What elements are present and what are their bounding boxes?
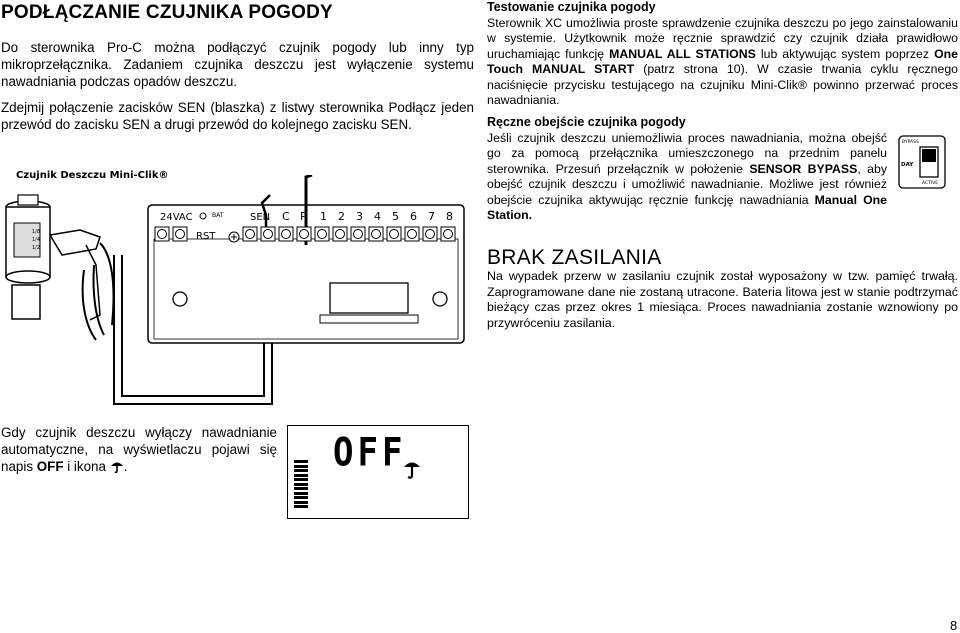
- test-section: [487, 0, 958, 109]
- sensor-caption: Czujnik Deszczu Mini-Clik®: [16, 170, 169, 181]
- bottom-note-text: i ikona: [63, 459, 106, 474]
- umbrella-icon: [110, 459, 124, 473]
- bypass-text: , aby obejść czujnik deszczu i umożliwić nawadnianie. Możliwe jest również obejście czujnika aktywując ręcznie funkcję nawadniania: [487, 161, 887, 207]
- sensor-scale-label: 1/4: [32, 237, 41, 243]
- lcd-bar-segment: [294, 487, 308, 490]
- terminal-screw-head: [282, 230, 291, 239]
- terminal-screw-head: [158, 230, 167, 239]
- power-paragraph: Na wypadek przerw w zasilaniu czujnik został wyposażony w tzw. pamięć trwałą. Zaprogramowane dane nie zostaną utracone. Bateria litowa jest w stanie podtrzymać bieżący czas przez okres 1 miesiąca. Proces nawadniania zostanie wznowiony po przywróceniu zasilania.: [487, 269, 958, 330]
- terminal-screw-head: [408, 230, 417, 239]
- test-text: Sterownik XC umożliwia proste sprawdzenie czujnika deszczu po jego zainstalowaniu w systemie. Użytkownik może ręcznie sprawdzić czy czujnik działa prawidłowo uruchamiając funkcję: [487, 15, 958, 61]
- bypass-switch-icon: [898, 135, 946, 189]
- terminal-screw-head: [372, 230, 381, 239]
- wiring-illustration: [0, 175, 480, 415]
- terminal-label: 6: [410, 210, 417, 223]
- steps-paragraph: Zdejmij połączenie zacisków SEN (blaszka) z listwy sterownika Podłącz jeden przewód do zacisku SEN a drugi przewód do kolejnego zacisku SEN.: [1, 100, 474, 132]
- terminal-screw-head: [176, 230, 185, 239]
- lcd-bar-segment: [294, 505, 308, 508]
- terminal-screw-head: [318, 230, 327, 239]
- switch-label: BYPASS: [902, 140, 919, 145]
- bypass-section: [487, 115, 887, 224]
- lcd-display: [287, 425, 469, 519]
- terminal-label: 1: [320, 210, 327, 223]
- lcd-bar-graph: [294, 460, 308, 510]
- bottom-note-text: Gdy czujnik deszczu wyłączy nawadnianie automatyczne, na wyświetlaczu pojawi się napis: [1, 425, 277, 474]
- terminal-label: 7: [428, 210, 435, 223]
- lcd-bar-segment: [294, 496, 308, 499]
- terminal-label: 3: [356, 210, 363, 223]
- bypass-title: Ręczne obejście czujnika pogody: [487, 115, 686, 129]
- test-paragraph: [487, 16, 958, 109]
- off-label: OFF: [36, 459, 64, 474]
- terminal-label: BAT: [212, 212, 224, 219]
- test-bold: One Touch MANUAL START: [487, 46, 958, 76]
- terminal-screw-head: [264, 230, 273, 239]
- lcd-bar-segment: [294, 465, 308, 468]
- page-title: PODŁĄCZANIE CZUJNIKA POGODY: [1, 2, 333, 23]
- lcd-bar-segment: [294, 469, 308, 472]
- terminal-screw-head: [246, 230, 255, 239]
- controller-terminal-illustration: [148, 175, 464, 343]
- terminal-screw-head: [354, 230, 363, 239]
- switch-label: DAY: [901, 162, 914, 168]
- terminal-screw-head: [390, 230, 399, 239]
- rain-sensor-illustration: [6, 195, 114, 340]
- terminal-screw-head: [300, 230, 309, 239]
- test-text: lub aktywując system poprzez: [755, 46, 935, 61]
- terminal-screw-head: [444, 230, 453, 239]
- bypass-bold: Manual One Station.: [487, 192, 887, 222]
- terminal-label: P: [300, 210, 307, 223]
- lcd-bar-segment: [294, 492, 308, 495]
- bypass-paragraph: [487, 131, 887, 224]
- terminal-label: 4: [374, 210, 381, 223]
- test-title: Testowanie czujnika pogody: [487, 0, 656, 14]
- sensor-scale-label: 1/8: [32, 229, 41, 235]
- umbrella-icon: [403, 458, 421, 480]
- terminal-label: 5: [392, 210, 399, 223]
- terminal-label: 2: [338, 210, 345, 223]
- switch-label: ACTIVE: [922, 181, 939, 186]
- lcd-bar-segment: [294, 478, 308, 481]
- bypass-bold: SENSOR BYPASS: [749, 161, 858, 176]
- terminal-label: C: [282, 210, 290, 223]
- bypass-text: Jeśli czujnik deszczu uniemożliwia proces nawadniania, można obejść go za pomocą przełącznika umieszczonego na przednim panelu sterownika. Przesuń przełącznik w położenie: [487, 130, 887, 176]
- lcd-bar-segment: [294, 460, 308, 463]
- lcd-bar-segment: [294, 474, 308, 477]
- lcd-off-text: OFF: [333, 430, 407, 476]
- terminal-label: 8: [446, 210, 453, 223]
- bottom-note: [1, 424, 277, 475]
- power-title: BRAK ZASILANIA: [487, 246, 662, 269]
- lcd-bar-segment: [294, 501, 308, 504]
- sensor-scale-label: 1/2: [32, 245, 41, 251]
- intro-paragraph: Do sterownika Pro-C można podłączyć czujnik pogody lub inny typ mikroprzełącznika. Zadaniem czujnika deszczu jest wyłączenie systemu nawadniania podczas opadów deszczu.: [1, 40, 474, 89]
- bottom-note-text: .: [123, 459, 128, 474]
- rst-label: RST: [196, 231, 216, 242]
- page-number: 8: [950, 618, 958, 633]
- terminal-label: SEN: [250, 212, 271, 223]
- test-bold: MANUAL ALL STATIONS: [609, 46, 756, 61]
- test-text: (patrz strona 10). W czasie trwania cyklu ręcznego naciśnięcie przycisku testującego na czujniku Mini-Clik® powinno przerwać proces nawadniania.: [487, 62, 958, 107]
- terminal-label: 24VAC: [160, 212, 193, 223]
- terminal-screw-head: [336, 230, 345, 239]
- terminal-screw-head: [426, 230, 435, 239]
- lcd-bar-segment: [294, 483, 308, 486]
